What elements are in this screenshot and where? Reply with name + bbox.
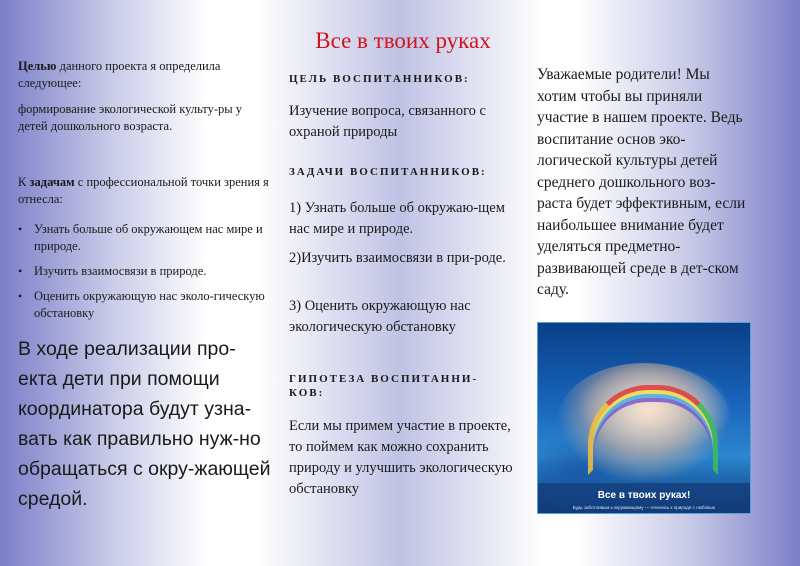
tasks-bold: задачам (29, 175, 75, 189)
project-summary: В ходе реализации про-екта дети при помощи координатора будут узна-вать как правильно нуж-но обращаться с окру-жающей средой. (18, 338, 271, 510)
goal-intro (18, 58, 270, 92)
goal-heading: ЦЕЛЬ ВОСПИТАННИКОВ: (289, 73, 470, 85)
bullet-icon: • (18, 289, 23, 303)
list-item (18, 288, 270, 322)
hypothesis-text: Если мы примем участие в проекте, то поймем как можно сохранить природу и улучшить экологическую обстановку (289, 418, 513, 497)
bullet-text: Оценить окружающую нас эколо-гическую обстановку (34, 289, 265, 320)
list-item (18, 221, 270, 255)
tasks-prefix: К (18, 175, 30, 189)
tasks-heading: ЗАДАЧИ ВОСПИТАННИКОВ: (289, 166, 487, 178)
bullet-text: Изучить взаимосвязи в природе. (34, 264, 207, 278)
bullet-icon: • (18, 264, 23, 278)
bullet-text: Узнать больше об окружающем нас мире и природе. (34, 222, 263, 253)
pupils-goal-text: Изучение вопроса, связанного с охраной природы (289, 103, 486, 140)
hands-globe-photo (537, 322, 751, 514)
photo-subcaption: Будь заботливым к окружающему — отнесись к природе с любовью (572, 505, 716, 510)
pupils-task-1: 1) Узнать больше об окружаю-щем нас мире и природе. (289, 200, 505, 237)
goal-prefix: Целью (18, 59, 57, 73)
photo-caption: Все в твоих руках! (597, 490, 691, 501)
tasks-rest: с профессиональной точки зрения я отнесла: (18, 175, 269, 206)
goal-rest: данного проекта я определила следующее: (18, 59, 221, 90)
tasks-intro (18, 174, 270, 208)
hypothesis-heading: ГИПОТЕЗА ВОСПИТАННИ-КОВ: (289, 373, 479, 399)
pupils-task-3: 3) Оценить окружающую нас экологическую обстановку (289, 298, 471, 335)
list-item (18, 263, 270, 280)
bullet-icon: • (18, 222, 23, 236)
parents-appeal: Уважаемые родители! Мы хотим чтобы вы приняли участие в нашем проекте. Ведь воспитание основ эко-логической культуры детей среднего дошкольного воз-раста будет эффективным, если наибольшее внимание будет уделяться предметно-развивающей среде в дет-ском саду. (537, 66, 746, 298)
tasks-list (18, 221, 270, 322)
goal-text: формирование экологической культу-ры у детей дошкольного возраста. (18, 102, 243, 133)
pupils-task-2: 2)Изучить взаимосвязи в при-роде. (289, 250, 506, 266)
brochure-title: Все в твоих руках (315, 28, 491, 53)
